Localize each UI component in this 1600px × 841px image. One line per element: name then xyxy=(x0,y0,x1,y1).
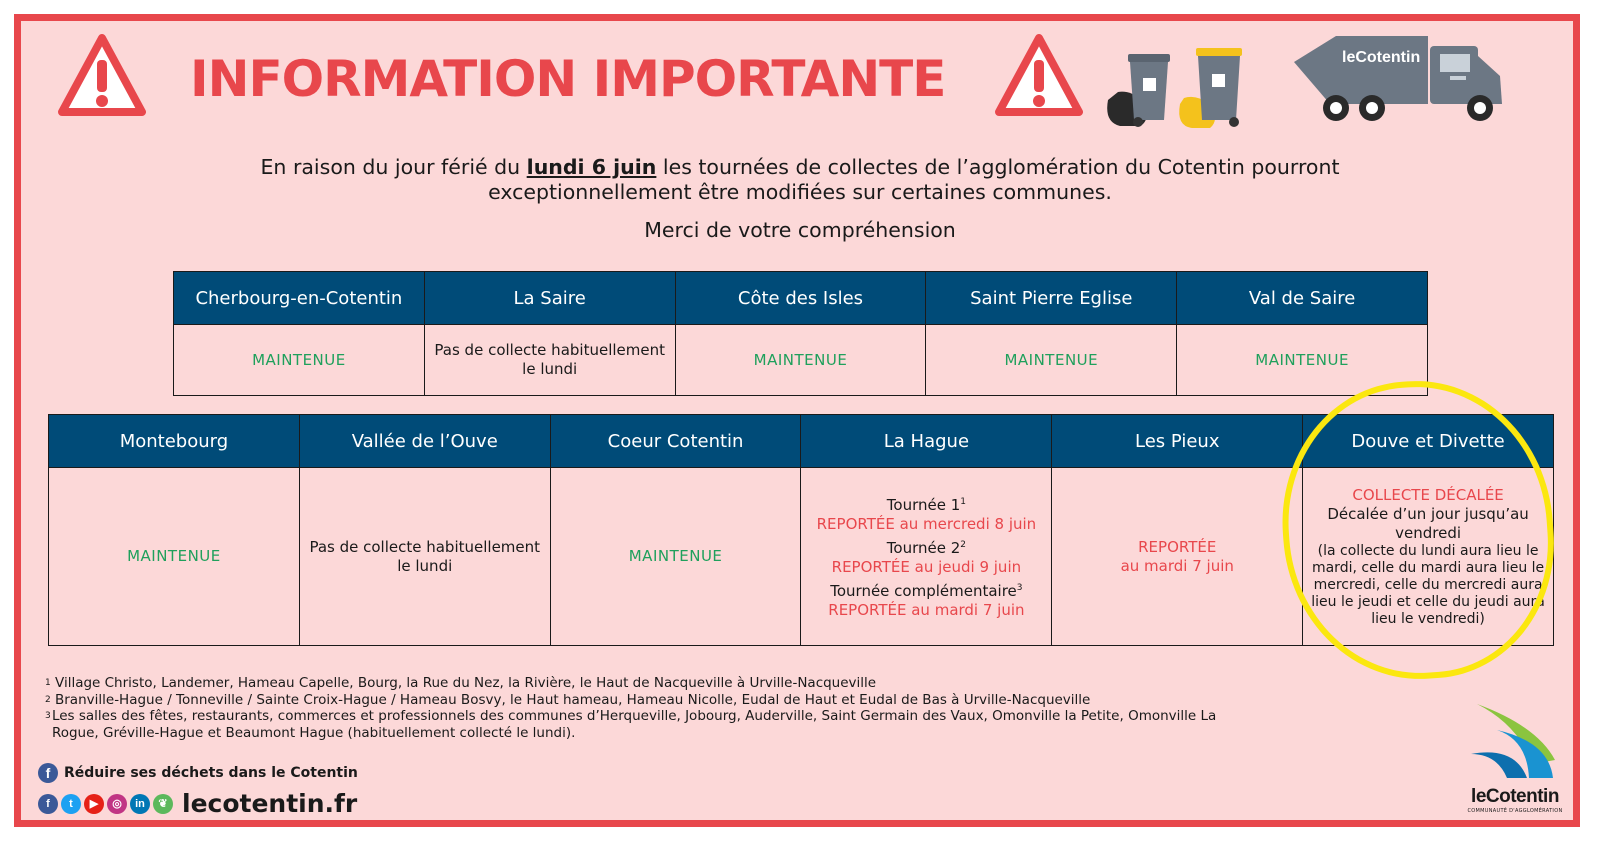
status-cell: MAINTENUE xyxy=(926,325,1177,396)
thanks-text: Merci de votre compréhension xyxy=(644,218,956,242)
tour-label: Tournée 1 xyxy=(886,496,961,514)
tour-2 xyxy=(807,536,1045,577)
facebook-icon[interactable]: f xyxy=(38,794,58,814)
holiday-date: lundi 6 juin xyxy=(526,155,657,179)
footnote-number: 3 xyxy=(45,711,51,721)
status-cell: Pas de collecte habituellement le lundi xyxy=(424,325,675,396)
intro-before: En raison du jour férié du xyxy=(260,155,527,179)
footnote-ref: 1 xyxy=(960,497,966,507)
table-row xyxy=(174,325,1428,396)
tour-label: Tournée complémentaire xyxy=(830,582,1017,600)
leaf-icon[interactable]: ❦ xyxy=(153,794,173,814)
facebook-icon: f xyxy=(38,763,58,783)
tour-status: REPORTÉE au mercredi 8 juin xyxy=(816,515,1037,533)
schedule-table-1 xyxy=(173,271,1428,396)
warning-icon xyxy=(995,32,1083,120)
facebook-page-link[interactable] xyxy=(38,763,358,783)
pieux-date: au mardi 7 juin xyxy=(1120,556,1234,575)
social-icons xyxy=(38,789,357,818)
instagram-icon[interactable]: ◎ xyxy=(107,794,127,814)
tour-complementary xyxy=(807,579,1045,620)
footnote xyxy=(45,708,1225,741)
table-header: Cherbourg-en-Cotentin xyxy=(174,272,425,325)
table-header: Douve et Divette xyxy=(1303,415,1554,468)
footnotes xyxy=(45,675,1225,741)
brand-tagline: COMMUNAUTÉ D'AGGLOMÉRATION xyxy=(1467,808,1563,814)
table-header: Côte des Isles xyxy=(675,272,926,325)
table-header: Montebourg xyxy=(49,415,300,468)
footnote-number: 1 xyxy=(45,678,51,688)
douve-status: COLLECTE DÉCALÉE xyxy=(1352,485,1504,504)
tour-label: Tournée 2 xyxy=(886,539,961,557)
facebook-page-label: Réduire ses déchets dans le Cotentin xyxy=(64,765,358,781)
la-hague-cell xyxy=(801,468,1052,646)
table-header-row xyxy=(174,272,1428,325)
douve-line: Décalée d’un jour jusqu’au vendredi xyxy=(1327,504,1529,542)
truck-brand: leCotentin xyxy=(1342,49,1421,66)
footnote xyxy=(45,675,1225,692)
table-header: La Saire xyxy=(424,272,675,325)
footnote-text: Village Christo, Landemer, Hameau Capelle, Bourg, la Rue du Nez, la Rivière, le Haut de Nacqueville à Urville-Nacqueville xyxy=(55,675,877,691)
tour-1 xyxy=(807,493,1045,534)
pieux-status: REPORTÉE xyxy=(1138,537,1217,556)
table-header: Val de Saire xyxy=(1177,272,1428,325)
footnote-ref: 2 xyxy=(960,540,966,550)
table-header: La Hague xyxy=(801,415,1052,468)
status-cell: MAINTENUE xyxy=(550,468,801,646)
tour-status: REPORTÉE au jeudi 9 juin xyxy=(831,558,1022,576)
footnote xyxy=(45,692,1225,709)
twitter-icon[interactable]: t xyxy=(61,794,81,814)
table-header: Vallée de l’Ouve xyxy=(299,415,550,468)
page-title: INFORMATION IMPORTANTE xyxy=(190,50,946,108)
waste-bins-icon xyxy=(1100,40,1260,130)
status-cell: MAINTENUE xyxy=(675,325,926,396)
linkedin-icon[interactable]: in xyxy=(130,794,150,814)
table-header: Coeur Cotentin xyxy=(550,415,801,468)
intro-after: les tournées de collectes de l’agglomération du Cotentin pourront exceptionnellement être modifiées sur certaines communes. xyxy=(488,155,1340,204)
intro-text xyxy=(200,155,1400,205)
status-cell: MAINTENUE xyxy=(49,468,300,646)
brand-mark-icon xyxy=(1467,700,1563,782)
table-header: Les Pieux xyxy=(1052,415,1303,468)
les-pieux-cell xyxy=(1052,468,1303,646)
brand-logo xyxy=(1460,700,1570,814)
footnote-number: 2 xyxy=(45,694,51,705)
brand-name: leCotentin xyxy=(1471,786,1559,807)
status-cell: MAINTENUE xyxy=(174,325,425,396)
footnote-text: Les salles des fêtes, restaurants, commerces et professionnels des communes d’Herqueville, Jobourg, Auderville, Saint Germain des Vaux, Omonville la Petite, Omonville La Rogue, Gréville-Hague et Beaumont Hague (habituellement collecté le lundi). xyxy=(51,708,1217,741)
douve-detail: (la collecte du lundi aura lieu le mardi, celle du mardi aura lieu le mercredi, celle du mercredi aura lieu le jeudi et celle du jeudi aura lieu le vendredi) xyxy=(1311,542,1545,627)
status-cell: Pas de collecte habituellement le lundi xyxy=(299,468,550,646)
footnote-ref: 3 xyxy=(1016,583,1023,593)
youtube-icon[interactable]: ▶ xyxy=(84,794,104,814)
status-cell: MAINTENUE xyxy=(1177,325,1428,396)
table-header: Saint Pierre Eglise xyxy=(926,272,1177,325)
warning-icon xyxy=(58,32,146,120)
garbage-truck-icon xyxy=(1290,32,1520,124)
website-link[interactable]: lecotentin.fr xyxy=(182,789,358,818)
footnote-text: Branville-Hague / Tonneville / Sainte Croix-Hague / Hameau Bosvy, le Haut hameau, Hameau Nicolle, Eudal de Haut et Eudal de Bas à Urville-Nacqueville xyxy=(55,691,1091,708)
tour-status: REPORTÉE au mardi 7 juin xyxy=(828,601,1025,619)
